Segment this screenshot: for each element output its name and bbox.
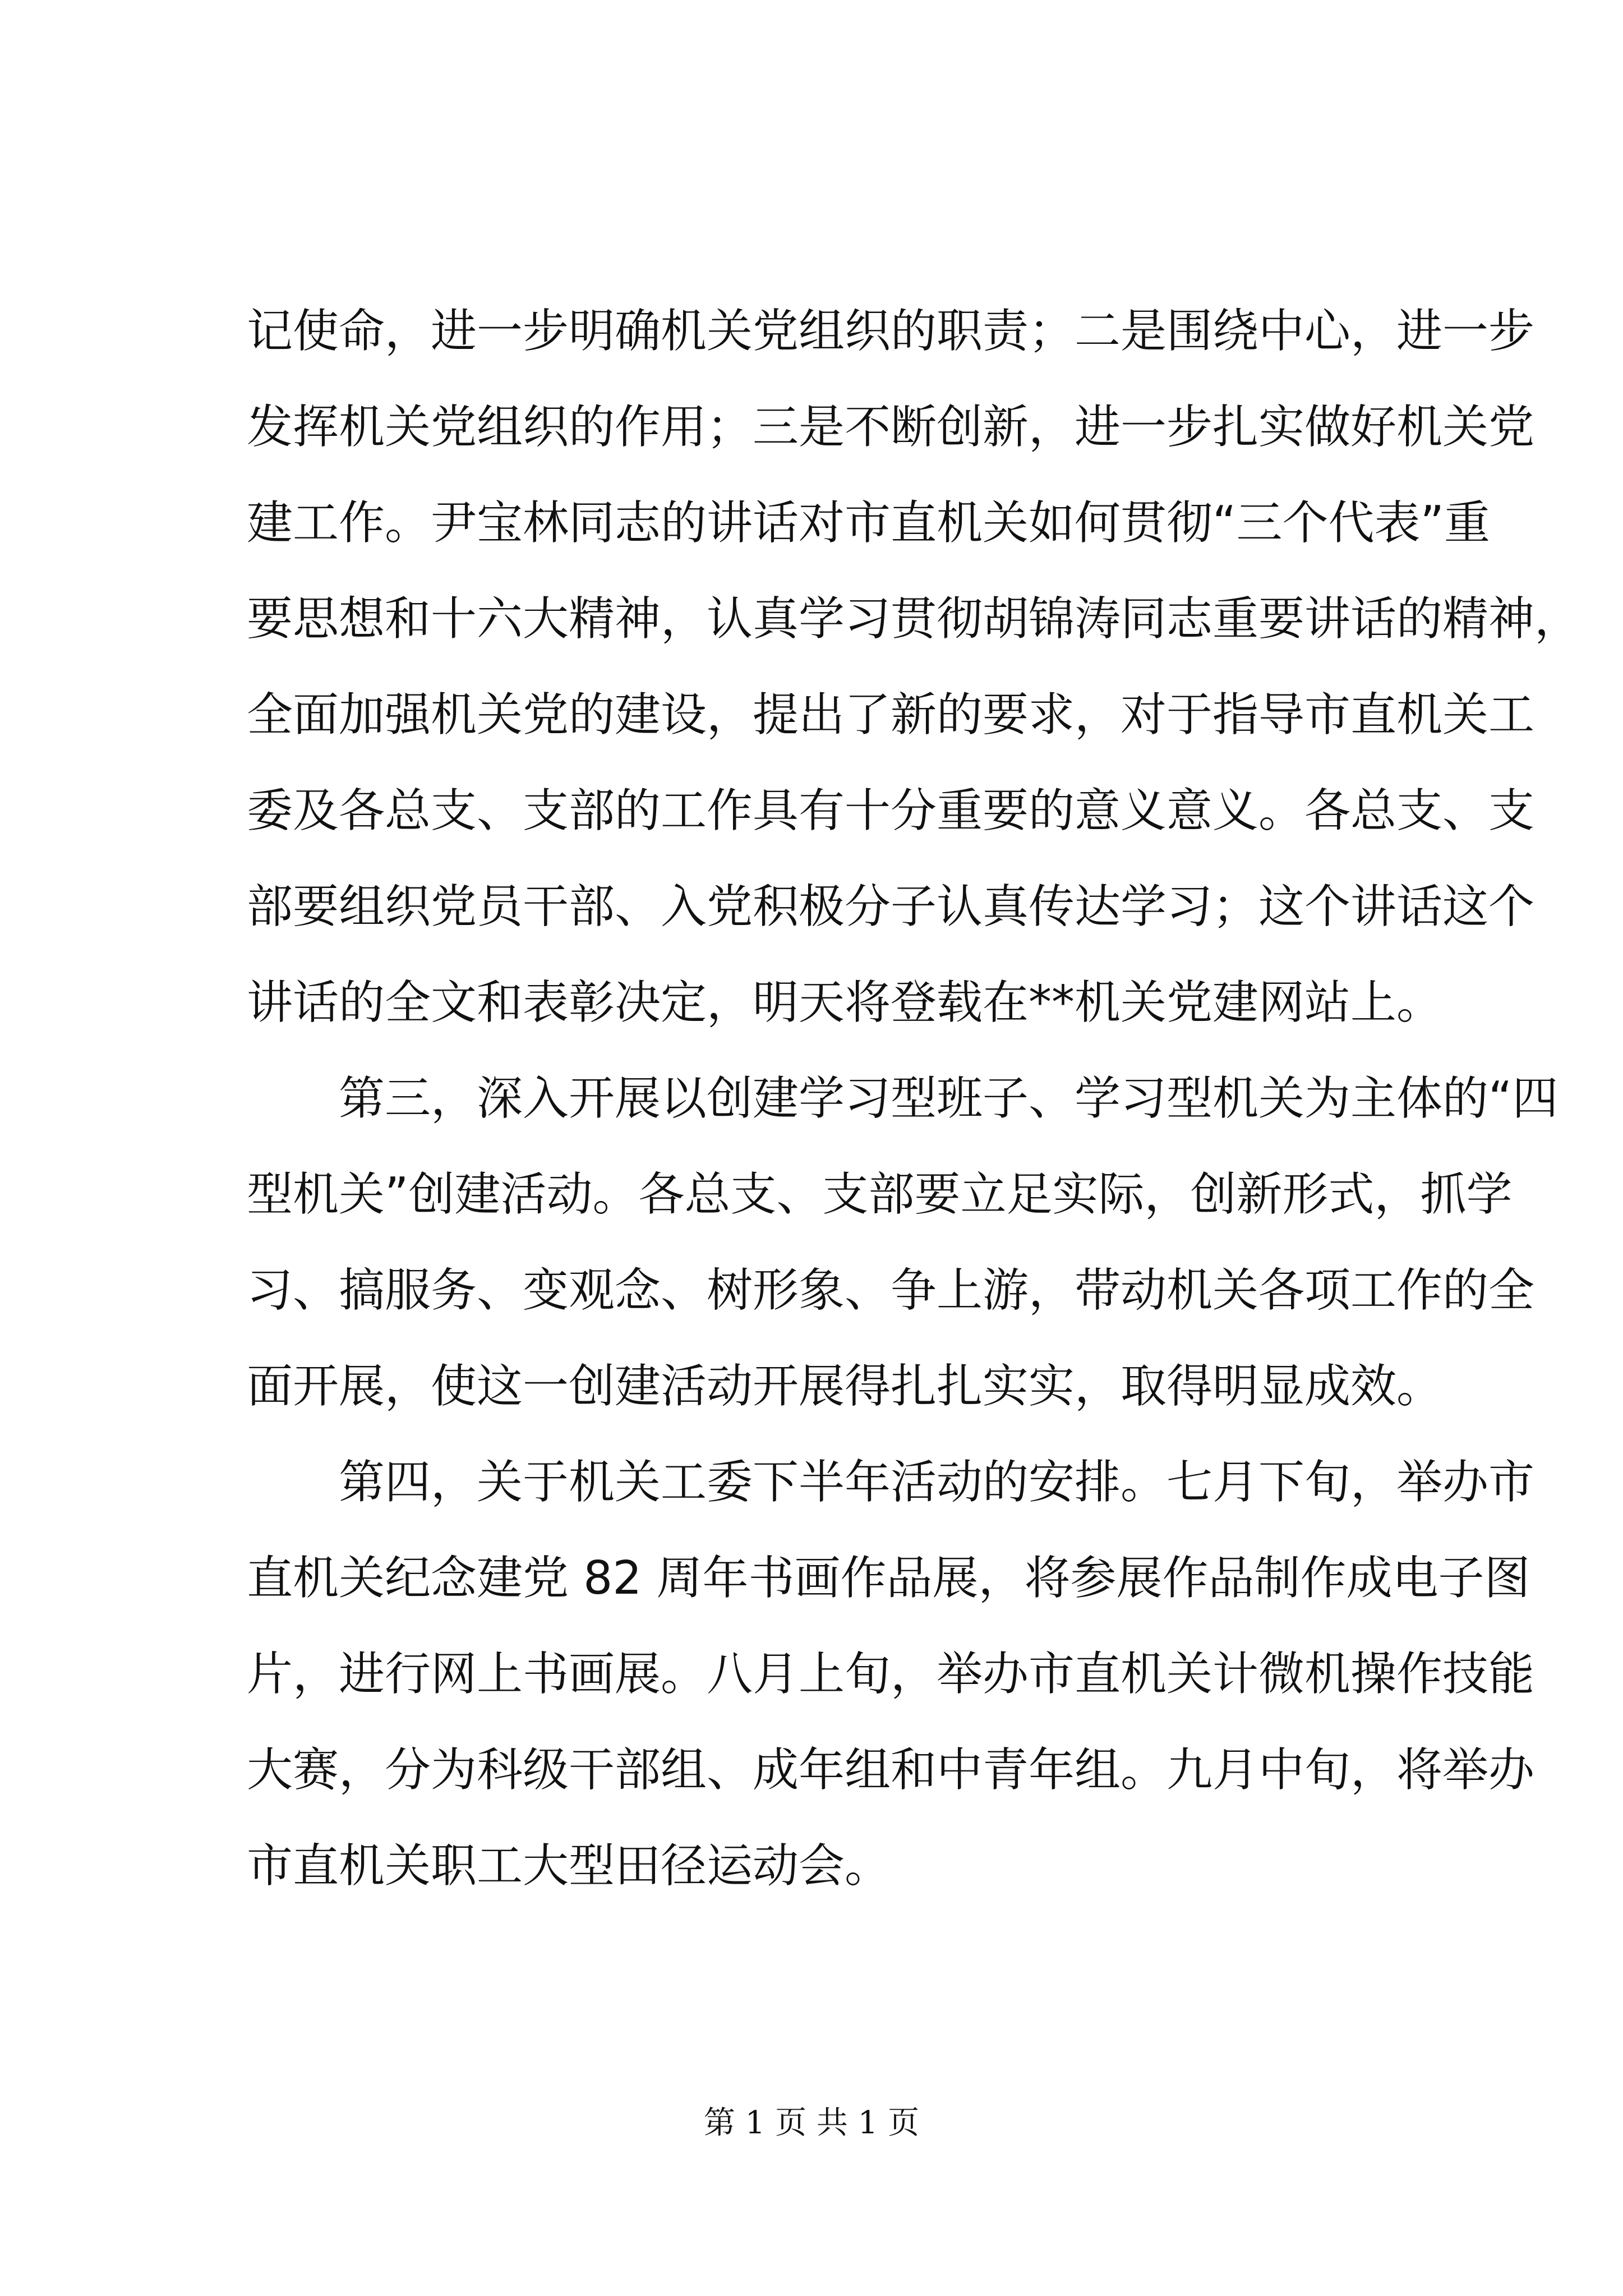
text-line: 建工作。尹宝林同志的讲话对市直机关如何贯彻“三个代表”重 xyxy=(247,496,1490,550)
paragraph-continuation xyxy=(247,283,1581,1051)
text-line: 面开展，使这一创建活动开展得扎扎实实，取得明显成效。 xyxy=(247,1360,1443,1413)
text-line: 发挥机关党组织的作用；三是不断创新，进一步扎实做好机关党 xyxy=(247,401,1535,454)
text-line: 讲话的全文和表彰决定，明天将登载在**机关党建网站上。 xyxy=(247,976,1443,1029)
paragraph-third-point xyxy=(247,1051,1559,1434)
paragraph-fourth-point xyxy=(247,1434,1535,1914)
page-footer xyxy=(0,2098,1623,2143)
document-body xyxy=(247,283,1581,1914)
text-line: 第三，深入开展以创建学习型班子、学习型机关为主体的“四 xyxy=(339,1072,1559,1125)
text-line: 习、搞服务、变观念、树形象、争上游，带动机关各项工作的全 xyxy=(247,1264,1535,1317)
text-line: 全面加强机关党的建设，提出了新的要求，对于指导市直机关工 xyxy=(247,688,1535,742)
text-line: 第四，关于机关工委下半年活动的安排。七月下旬，举办市 xyxy=(339,1456,1535,1509)
text-line: 大赛，分为科级干部组、成年组和中青年组。九月中旬，将举办 xyxy=(247,1743,1535,1797)
text-line: 委及各总支、支部的工作具有十分重要的意义意义。各总支、支 xyxy=(247,784,1535,838)
text-line: 型机关”创建活动。各总支、支部要立足实际，创新形式，抓学 xyxy=(247,1168,1513,1221)
page-number-label: 第 1 页 共 1 页 xyxy=(703,2105,920,2141)
text-line: 要思想和十六大精神，认真学习贯彻胡锦涛同志重要讲话的精神， xyxy=(247,592,1581,646)
text-line: 片，进行网上书画展。八月上旬，举办市直机关计微机操作技能 xyxy=(247,1648,1535,1701)
text-line: 直机关纪念建党 82 周年书画作品展，将参展作品制作成电子图 xyxy=(247,1552,1530,1605)
text-line: 记使命，进一步明确机关党组织的职责；二是围绕中心，进一步 xyxy=(247,305,1535,358)
text-line: 部要组织党员干部、入党积极分子认真传达学习；这个讲话这个 xyxy=(247,880,1535,933)
text-line: 市直机关职工大型田径运动会。 xyxy=(247,1839,891,1893)
